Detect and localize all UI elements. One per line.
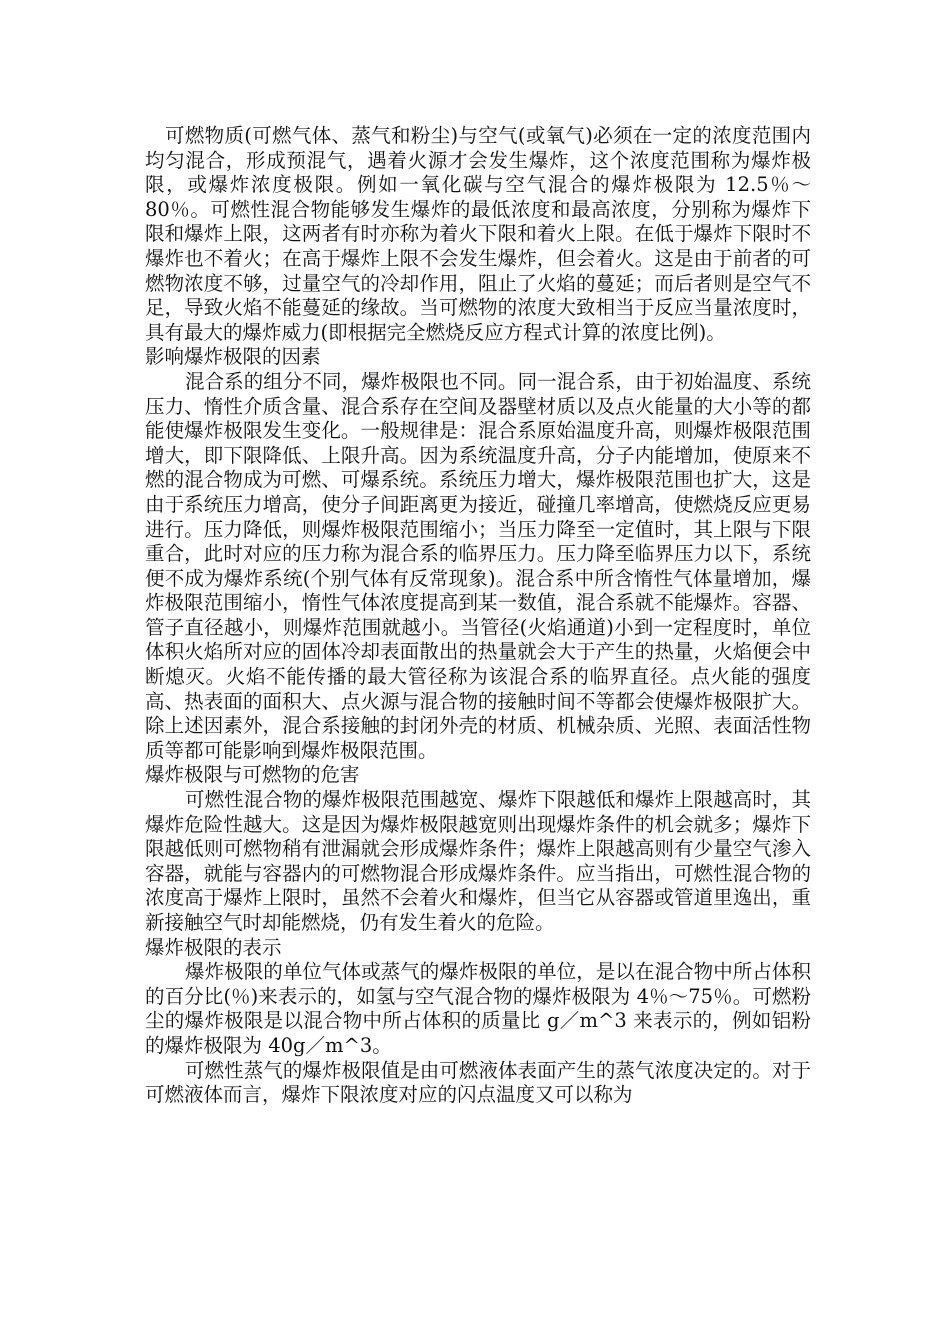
document-page bbox=[145, 124, 811, 1108]
section-heading-hazards: 爆炸极限与可燃物的危害 bbox=[145, 763, 360, 787]
representation-paragraph-1: 爆炸极限的单位气体或蒸气的爆炸极限的单位，是以在混合物中所占体积的百分比(％)来表示的，如氢与空气混合物的爆炸极限为 4％～75％。可燃粉尘的爆炸极限是以混合物中所占体积的质量比 g／m^3 来表示的，例如铝粉的爆炸极限为 40g／m^3。 bbox=[145, 960, 811, 1057]
section-heading-factors: 影响爆炸极限的因素 bbox=[145, 345, 321, 369]
representation-paragraph-2: 可燃性蒸气的爆炸极限值是由可燃液体表面产生的蒸气浓度决定的。对于可燃液体而言，爆炸下限浓度对应的闪点温度又可以称为 bbox=[145, 1058, 811, 1107]
section-heading-representation: 爆炸极限的表示 bbox=[145, 935, 282, 959]
hazards-paragraph: 可燃性混合物的爆炸极限范围越宽、爆炸下限越低和爆炸上限越高时，其爆炸危险性越大。这是因为爆炸极限越宽则出现爆炸条件的机会就多；爆炸下限越低则可燃物稍有泄漏就会形成爆炸条件；爆炸上限越高则有少量空气渗入容器，就能与容器内的可燃物混合形成爆炸条件。应当指出，可燃性混合物的浓度高于爆炸上限时，虽然不会着火和爆炸，但当它从容器或管道里逸出，重新接触空气时却能燃烧，仍有发生着火的危险。 bbox=[145, 788, 811, 934]
factors-paragraph: 混合系的组分不同，爆炸极限也不同。同一混合系，由于初始温度、系统压力、惰性介质含量、混合系存在空间及器壁材质以及点火能量的大小等的都能使爆炸极限发生变化。一般规律是：混合系原始温度升高，则爆炸极限范围增大，即下限降低、上限升高。因为系统温度升高，分子内能增加，使原来不燃的混合物成为可燃、可爆系统。系统压力增大，爆炸极限范围也扩大，这是由于系统压力增高，使分子间距离更为接近，碰撞几率增高，使燃烧反应更易进行。压力降低，则爆炸极限范围缩小；当压力降至一定值时，其上限与下限重合，此时对应的压力称为混合系的临界压力。压力降至临界压力以下，系统便不成为爆炸系统(个别气体有反常现象)。混合系中所含惰性气体量增加，爆炸极限范围缩小，惰性气体浓度提高到某一数值，混合系就不能爆炸。容器、管子直径越小，则爆炸范围就越小。当管径(火焰通道)小到一定程度时，单位体积火焰所对应的固体冷却表面散出的热量就会大于产生的热量，火焰便会中断熄灭。火焰不能传播的最大管径称为该混合系的临界直径。点火能的强度高、热表面的面积大、点火源与混合物的接触时间不等都会使爆炸极限扩大。除上述因素外，混合系接触的封闭外壳的材质、机械杂质、光照、表面活性物质等都可能影响到爆炸极限范围。 bbox=[145, 369, 811, 762]
intro-paragraph: 可燃物质(可燃气体、蒸气和粉尘)与空气(或氧气)必须在一定的浓度范围内均匀混合，形成预混气，遇着火源才会发生爆炸，这个浓度范围称为爆炸极限，或爆炸浓度极限。例如一氧化碳与空气混合的爆炸极限为 12.5％～80％。可燃性混合物能够发生爆炸的最低浓度和最高浓度，分别称为爆炸下限和爆炸上限，这两者有时亦称为着火下限和着火上限。在低于爆炸下限时不爆炸也不着火；在高于爆炸上限不会发生爆炸，但会着火。这是由于前者的可燃物浓度不够，过量空气的冷却作用，阻止了火焰的蔓延；而后者则是空气不足，导致火焰不能蔓延的缘故。当可燃物的浓度大致相当于反应当量浓度时，具有最大的爆炸威力(即根据完全燃烧反应方程式计算的浓度比例)。 bbox=[145, 124, 811, 344]
